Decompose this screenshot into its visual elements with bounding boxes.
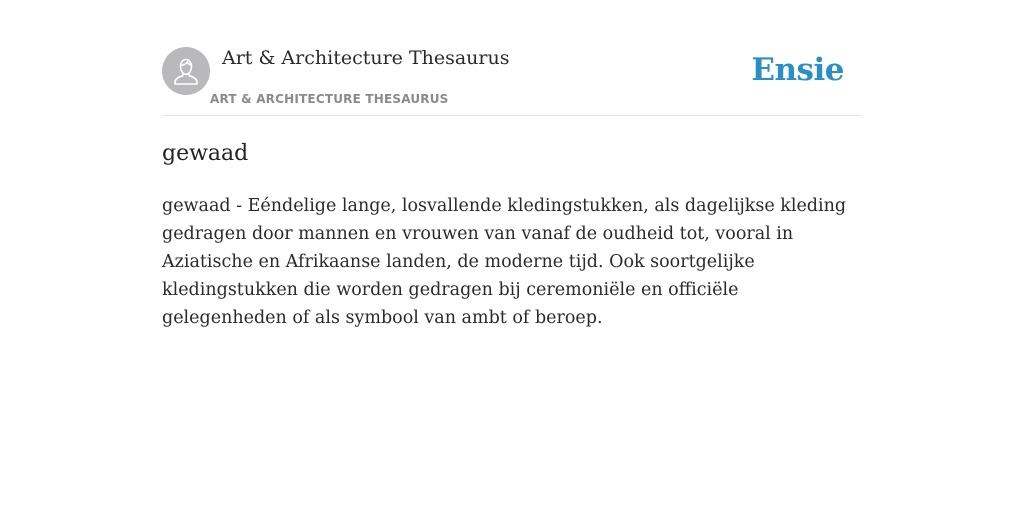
source-subtitle-link[interactable]: ART & ARCHITECTURE THESAURUS xyxy=(210,92,449,106)
entry-term: gewaad xyxy=(162,141,249,166)
user-outline-icon xyxy=(162,47,210,95)
page xyxy=(162,0,862,328)
entry-header xyxy=(162,0,862,116)
source-title[interactable]: Art & Architecture Thesaurus xyxy=(222,47,510,69)
entry-definition: gewaad - Eéndelige lange, losvallende kledingstukken, als dagelijkse kleding gedragen door mannen en vrouwen van vanaf de oudheid tot, vooral in Aziatische en Afrikaanse landen, de moderne tijd. Ook soortgelijke kledingstukken die worden gedragen bij ceremoniële en officiële gelegenheden of als symbool van ambt of beroep. xyxy=(162,196,847,328)
ensie-logo[interactable]: Ensie xyxy=(751,52,844,88)
source-avatar[interactable] xyxy=(162,47,210,95)
